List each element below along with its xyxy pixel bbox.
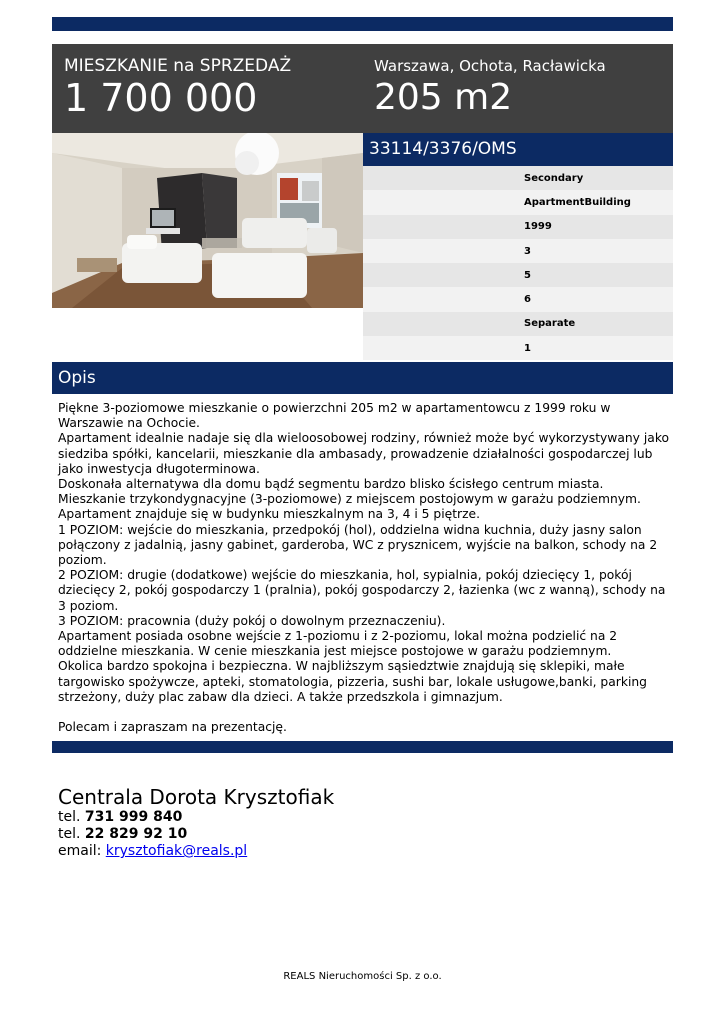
area: 205 m2 — [374, 77, 513, 118]
attribute-value: 3 — [524, 245, 531, 257]
reference-number: 33114/3376/OMS — [363, 133, 673, 166]
description-paragraph: 3 POZIOM: pracownia (duży pokój o dowolnym przeznaczeniu). — [58, 613, 446, 628]
attribute-value: 1 — [524, 342, 531, 354]
attribute-row — [363, 263, 673, 287]
email-line — [58, 843, 334, 860]
listing-header — [52, 44, 673, 133]
attribute-value: ApartmentBuilding — [524, 196, 631, 208]
description-spacer — [58, 705, 670, 720]
attribute-row — [363, 336, 673, 360]
description-paragraph: Apartament posiada osobne wejście z 1-poziomu i z 2-poziomu, lokal można podzielić na 2 oddzielne mieszkania. W cenie mieszkania jest miejsce postojowe w garażu podziemnym. — [58, 629, 618, 659]
footer-company: REALS Nieruchomości Sp. z o.o. — [283, 971, 442, 982]
description-paragraph: Piękne 3-poziomowe mieszkanie o powierzchni 205 m2 w apartamentowcu z 1999 roku w Warszawie na Ochocie. — [58, 401, 611, 431]
contact-block — [58, 785, 334, 860]
attribute-value: 5 — [524, 269, 531, 281]
description-paragraph: Apartament idealnie nadaje się dla wieloosobowej rodziny, również może być wykorzystywany jako siedziba spółki, kancelarii, mieszkanie dla ambasady, prowadzenie działalności gospodarczej lub jako inwestycja długoterminowa. — [58, 431, 670, 476]
description-paragraph: 1 POZIOM: wejście do mieszkania, przedpokój (hol), oddzielna widna kuchnia, duży jasny salon połączony z jadalnią, jasny gabinet, garderoba, WC z prysznicem, wyjście na balkon, schody na 2 poziom. — [58, 522, 658, 568]
email-link[interactable]: krysztofiak@reals.pl — [105, 843, 248, 859]
offer-type: MIESZKANIE na SPRZEDAŻ — [64, 56, 292, 76]
description-paragraph: 2 POZIOM: drugie (dodatkowe) wejście do mieszkania, hol, sypialnia, pokój dziecięcy 1, pokój dziecięcy 2, pokój gospodarczy 1 (pralnia), pokój gospodarczy 2, łazienka (wc z wanną), schody na 3 poziom. — [58, 568, 666, 613]
top-accent-bar — [52, 17, 673, 31]
price-block — [64, 56, 291, 120]
location-block — [374, 56, 606, 120]
phone-number[interactable]: 22 829 92 10 — [84, 826, 188, 842]
description-paragraph: Doskonała alternatywa dla domu bądź segmentu bardzo blisko ścisłego centrum miasta. — [58, 477, 604, 492]
description-heading: Opis — [52, 362, 673, 394]
email-label: email: — [58, 843, 102, 859]
attribute-value: Secondary — [524, 172, 584, 184]
description-paragraph: Mieszkanie trzykondygnacyjne (3-poziomowe) z miejscem postojowym w garażu podziemnym. — [58, 492, 641, 507]
apartment-photo — [52, 133, 363, 308]
description-paragraph: Apartament znajduje się w budynku mieszkalnym na 3, 4 i 5 piętrze. — [58, 507, 481, 522]
attribute-row — [363, 166, 673, 190]
phone-number[interactable]: 731 999 840 — [84, 809, 183, 825]
description-paragraph: Okolica bardzo spokojna i bezpieczna. W najbliższym sąsiedztwie znajdują się sklepiki, małe targowisko spożywcze, apteki, stomatologia, pizzeria, sushi bar, lokale usługowe,banki, parking strzeżony, duży plac zabaw dla dzieci. A także przedszkola i gimnazjum. — [58, 659, 647, 704]
attributes-table — [363, 166, 673, 360]
description-paragraph: Polecam i zapraszam na prezentację. — [58, 720, 287, 735]
attribute-row — [363, 239, 673, 263]
phone-label: tel. — [58, 809, 81, 825]
attribute-value: 1999 — [524, 221, 552, 233]
location: Warszawa, Ochota, Racławicka — [374, 57, 606, 75]
agent-name: Centrala Dorota Krysztofiak — [58, 785, 335, 809]
living-room-image — [52, 133, 363, 308]
attribute-row — [363, 287, 673, 311]
attribute-row — [363, 190, 673, 214]
attribute-row — [363, 215, 673, 239]
phone-label: tel. — [58, 826, 81, 842]
price: 1 700 000 — [64, 76, 258, 120]
phone-line-2 — [58, 826, 334, 843]
bottom-accent-bar — [52, 741, 673, 753]
phone-line-1 — [58, 809, 334, 826]
attribute-value: Separate — [524, 318, 576, 330]
description-text — [58, 401, 670, 735]
attribute-value: 6 — [524, 294, 531, 306]
attribute-row — [363, 312, 673, 336]
